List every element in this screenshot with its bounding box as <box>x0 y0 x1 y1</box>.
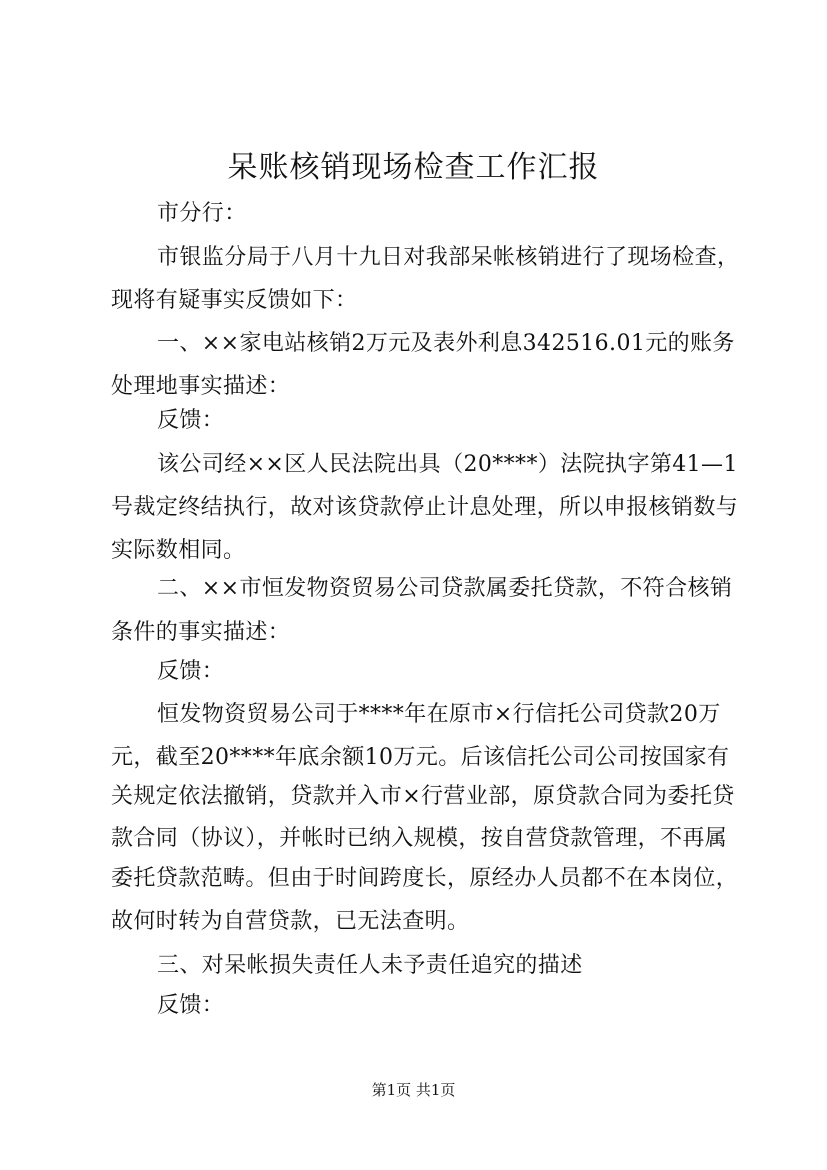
section-heading: 二、××市恒发物资贸易公司贷款属委托贷款，不符合核销 <box>157 576 733 601</box>
paragraph-line: 故何时转为自营贷款，已无法查明。 <box>111 909 470 934</box>
paragraph-line: 款合同（协议），并帐时已纳入规模，按自营贷款管理，不再属 <box>111 826 728 851</box>
paragraph-line: 实际数相同。 <box>111 538 246 563</box>
section-heading: 三、对呆帐损失责任人未予责任追究的描述 <box>157 953 583 978</box>
feedback-label: 反馈： <box>157 659 225 684</box>
paragraph-line: 恒发物资贸易公司于****年在原市×行信托公司贷款20万 <box>157 702 721 727</box>
paragraph-line: 关规定依法撤销，贷款并入市×行营业部，原贷款合同为委托贷 <box>111 784 735 809</box>
paragraph-line: 元，截至20****年底余额10万元。后该信托公司公司按国家有 <box>111 745 730 770</box>
paragraph-line: 条件的事实描述： <box>111 620 291 645</box>
document-title: 呆账核销现场检查工作汇报 <box>227 150 600 185</box>
feedback-label: 反馈： <box>157 993 225 1018</box>
paragraph-line: 现将有疑事实反馈如下： <box>111 288 358 313</box>
paragraph-line: 该公司经××区人民法院出具（20****）法院执字第41—1 <box>157 452 738 477</box>
paragraph-line: 处理地事实描述： <box>111 374 291 399</box>
paragraph-line: 委托贷款范畴。但由于时间跨度长，原经办人员都不在本岗位， <box>111 866 739 891</box>
feedback-label: 反馈： <box>157 408 225 433</box>
paragraph-line: 市银监分局于八月十九日对我部呆帐核销进行了现场检查， <box>157 245 740 270</box>
section-heading: 一、××家电站核销2万元及表外利息342516.01元的账务 <box>157 331 735 356</box>
page-number: 第1页 共1页 <box>371 1081 456 1099</box>
salutation: 市分行： <box>157 201 247 226</box>
paragraph-line: 号裁定终结执行，故对该贷款停止计息处理，所以申报核销数与 <box>111 495 739 520</box>
